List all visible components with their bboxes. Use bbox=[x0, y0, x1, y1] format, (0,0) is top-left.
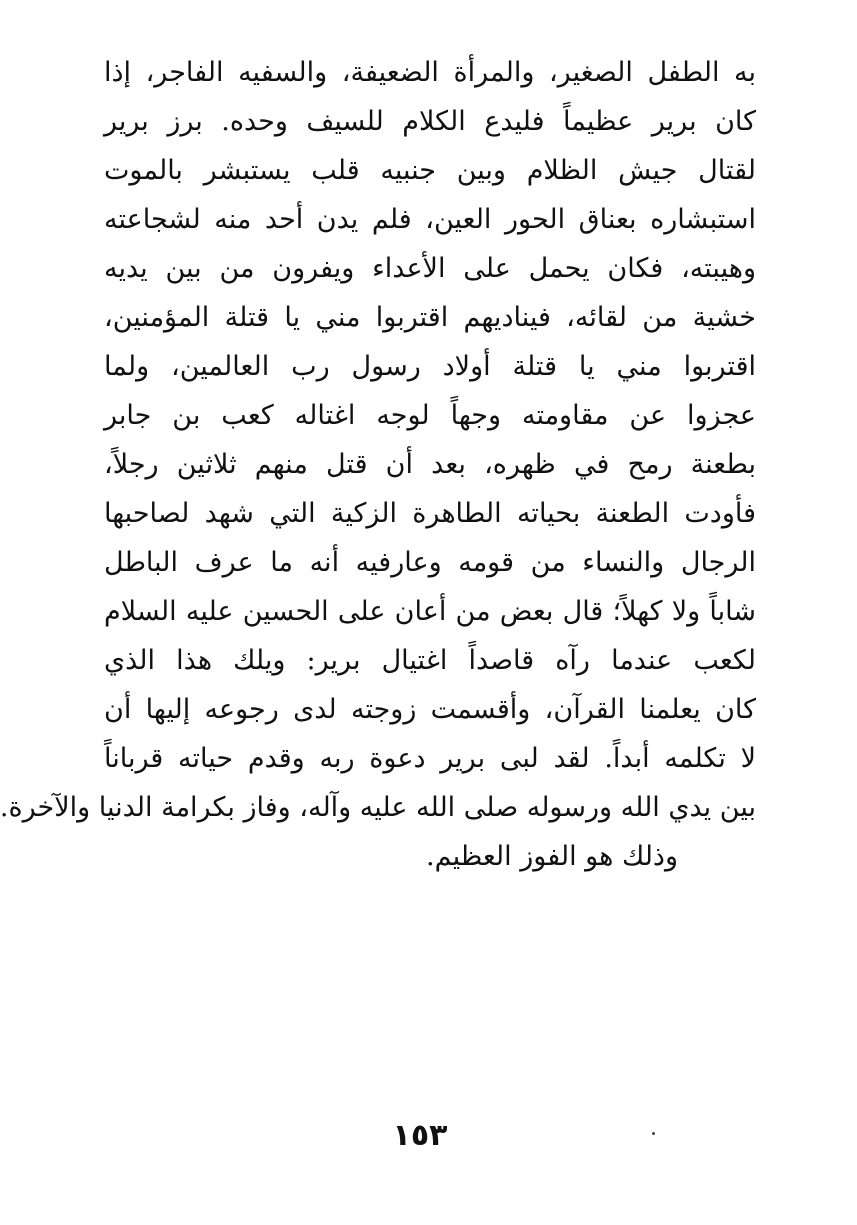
text-line: لقتال جيش الظلام وبين جنبيه قلب يستبشر بالموت bbox=[104, 155, 756, 186]
text-line: كان يعلمنا القرآن، وأقسمت زوجته لدى رجوعه إليها أن bbox=[104, 694, 756, 725]
text-line: لا تكلمه أبداً. لقد لبى برير دعوة ربه وقدم حياته قرباناً bbox=[104, 743, 756, 774]
closing-line: وذلك هو الفوز العظيم. bbox=[426, 841, 678, 872]
text-line: لكعب عندما رآه قاصداً اغتيال برير: ويلك هذا الذي bbox=[104, 645, 756, 676]
text-line: فأودت الطعنة بحياته الطاهرة الزكية التي شهد لصاحبها bbox=[104, 498, 756, 529]
text-line: عجزوا عن مقاومته وجهاً لوجه اغتاله كعب بن جابر bbox=[104, 400, 756, 431]
text-line: وهيبته، فكان يحمل على الأعداء ويفرون من بين يديه bbox=[104, 253, 756, 284]
text-line: به الطفل الصغير، والمرأة الضعيفة، والسفيه الفاجر، إذا bbox=[104, 57, 756, 88]
text-line: اقتربوا مني يا قتلة أولاد رسول رب العالمين، ولما bbox=[104, 351, 756, 382]
text-line: خشية من لقائه، فيناديهم اقتربوا مني يا قتلة المؤمنين، bbox=[104, 302, 756, 333]
text-line: بطعنة رمح في ظهره، بعد أن قتل منهم ثلاثين رجلاً، bbox=[104, 449, 756, 480]
text-line: شاباً ولا كهلاً؛ قال بعض من أعان على الحسين عليه السلام bbox=[104, 596, 756, 627]
text-line: استبشاره بعناق الحور العين، فلم يدن أحد منه لشجاعته bbox=[104, 204, 756, 235]
body-text bbox=[0, 48, 756, 881]
text-line: كان برير عظيماً فليدع الكلام للسيف وحده. برز برير bbox=[104, 106, 756, 137]
print-speck bbox=[652, 1132, 655, 1135]
page-number: ١٥٣ bbox=[392, 1118, 448, 1153]
text-line: بين يدي الله ورسوله صلى الله عليه وآله، وفاز بكرامة الدنيا والآخرة. bbox=[0, 792, 756, 823]
text-line: الرجال والنساء من قومه وعارفيه أنه ما عرف الباطل bbox=[104, 547, 756, 578]
